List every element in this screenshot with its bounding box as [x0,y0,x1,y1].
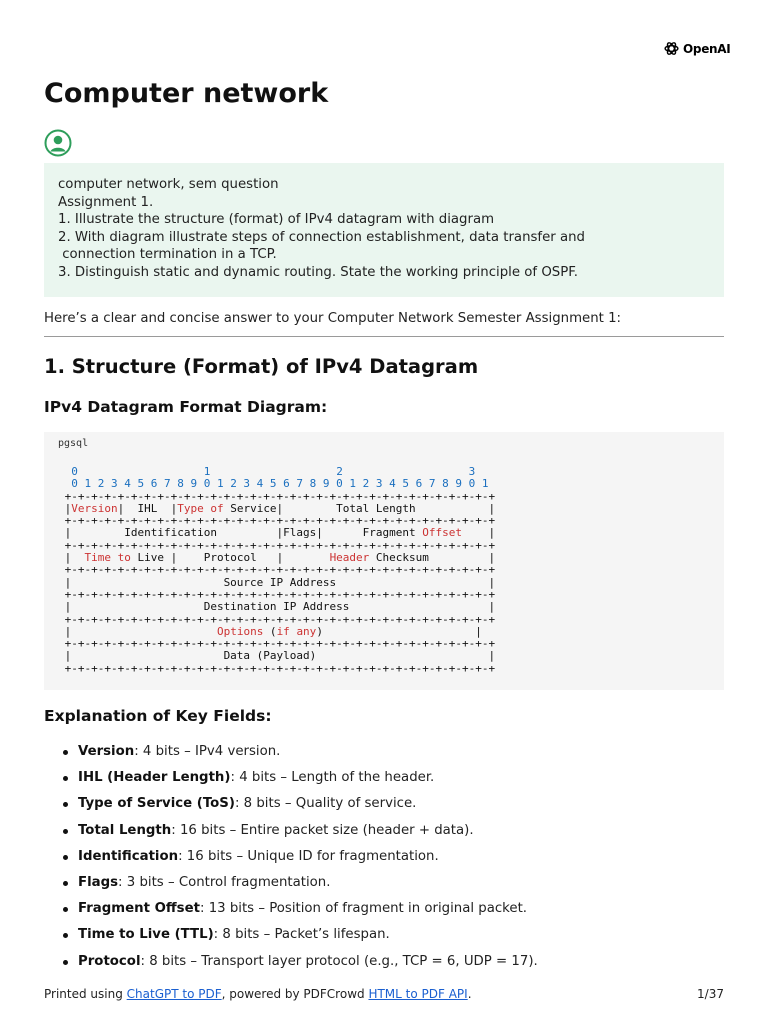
field-description: : 8 bits – Packet’s lifespan. [213,927,390,943]
diagram-segment: +-+-+-+-+-+-+-+-+-+-+-+-+-+-+-+-+-+-+-+-+-+-+-+-+-+-+-+-+-+-+-+-+ [58,587,496,601]
diagram-segment: Live | Protocol | [130,551,330,565]
chatgpt-to-pdf-link[interactable]: ChatGPT to PDF [126,987,222,1001]
footer [44,986,724,1002]
diagram-segment [111,551,118,564]
diagram-segment: | [58,624,217,638]
diagram-segment: | [58,501,72,515]
answer-intro: Here’s a clear and concise answer to your Computer Network Semester Assignment 1: [44,311,622,326]
footer-prefix: Printed using [44,987,127,1001]
diagram-segment: any [296,624,317,638]
list-item [60,922,720,948]
list-item [60,765,720,791]
list-item [60,791,720,817]
diagram-segment: | IHL | [117,501,178,515]
prompt-line: connection termination in a TCP. [58,247,277,263]
field-description: : 16 bits – Unique ID for fragmentation. [178,848,439,864]
field-description: : 16 bits – Entire packet size (header + data). [171,822,474,838]
diagram-segment: 2 [336,465,343,478]
diagram-segment: Service| Total Length | [223,501,496,515]
diagram-segment: | Data (Payload) | [58,649,496,663]
field-name: Identification [78,848,179,864]
field-name: Version [78,744,135,759]
diagram-segment: Version [71,501,118,515]
page-number: 1/37 [697,987,724,1001]
diagram-segment: 3 [468,465,476,478]
diagram-segment: | [462,526,496,540]
divider [44,336,724,337]
field-description: : 8 bits – Transport layer protocol (e.g., TCP = 6, UDP = 17). [140,953,538,969]
diagram-segment [210,465,336,478]
list-item [60,896,720,922]
prompt-line: Assignment 1. [58,194,154,210]
diagram-segment: Type of [177,501,224,515]
footer-suffix: . [467,987,472,1001]
prompt-line: computer network, sem question [58,177,279,192]
brand-name: OpenAI [683,41,731,56]
diagram-segment: if [276,624,290,638]
code-block [44,432,724,690]
field-description: : 4 bits – Length of the header. [230,770,435,786]
list-item [60,818,720,844]
code-language-label: pgsql [58,438,89,449]
explanation-heading: Explanation of Key Fields: [44,707,272,725]
field-description: : 3 bits – Control fragmentation. [118,874,331,890]
section-heading: 1. Structure (Format) of IPv4 Datagram [44,355,479,378]
diagram-segment: ( [263,624,277,638]
field-description: : 13 bits – Position of fragment in original packet. [199,901,528,917]
openai-logo [663,40,730,57]
field-name: IHL (Header Length) [78,770,231,786]
openai-logo-icon [663,40,680,57]
diagram-segment: to [117,551,131,565]
diagram-segment: +-+-+-+-+-+-+-+-+-+-+-+-+-+-+-+-+-+-+-+-+-+-+-+-+-+-+-+-+-+-+-+-+ [58,637,496,651]
diagram-segment: Offset [422,526,462,540]
diagram-segment: +-+-+-+-+-+-+-+-+-+-+-+-+-+-+-+-+-+-+-+-+-+-+-+-+-+-+-+-+-+-+-+-+ [58,612,496,626]
diagram-segment [343,465,469,478]
diagram-segment: Time [84,551,111,565]
field-name: Time to Live (TTL) [78,927,214,943]
field-name: Type of Service (ToS) [78,796,235,812]
diagram-segment [58,477,71,490]
diagram-segment: | Destination IP Address | [58,600,496,614]
diagram-segment: 0 [71,465,78,478]
diagram-heading: IPv4 Datagram Format Diagram: [44,398,328,416]
diagram-segment: +-+-+-+-+-+-+-+-+-+-+-+-+-+-+-+-+-+-+-+-+-+-+-+-+-+-+-+-+-+-+-+-+ [58,563,496,577]
diagram-segment: Header [329,551,370,565]
diagram-segment: +-+-+-+-+-+-+-+-+-+-+-+-+-+-+-+-+-+-+-+-+-+-+-+-+-+-+-+-+-+-+-+-+ [58,661,496,675]
list-item [60,844,720,870]
footer-middle: , powered by PDFCrowd [221,987,369,1001]
prompt-line: 2. With diagram illustrate steps of connection establishment, data transfer and [58,229,585,245]
diagram-segment: +-+-+-+-+-+-+-+-+-+-+-+-+-+-+-+-+-+-+-+-+-+-+-+-+-+-+-+-+-+-+-+-+ [58,489,496,503]
diagram-segment: ) | [316,624,482,638]
diagram-segment [58,465,71,478]
page-title: Computer network [44,78,329,109]
field-description: : 4 bits – IPv4 version. [134,744,281,759]
list-item [60,949,720,975]
diagram-segment: +-+-+-+-+-+-+-+-+-+-+-+-+-+-+-+-+-+-+-+-+-+-+-+-+-+-+-+-+-+-+-+-+ [58,514,496,528]
field-list [60,739,720,975]
diagram-segment: | Identification |Flags| Fragment [58,526,423,540]
diagram-segment: Checksum | [369,551,496,565]
diagram-segment: +-+-+-+-+-+-+-+-+-+-+-+-+-+-+-+-+-+-+-+-+-+-+-+-+-+-+-+-+-+-+-+-+ [58,538,496,552]
diagram-segment: 0 1 2 3 4 5 6 7 8 9 0 1 2 3 4 5 6 7 8 9 0 1 2 3 4 5 6 7 8 9 0 1 [71,477,489,491]
diagram-segment: Options [216,624,264,638]
field-name: Flags [78,874,119,890]
html-to-pdf-api-link[interactable]: HTML to PDF API [368,987,468,1001]
diagram-segment [78,465,204,478]
diagram-segment: 1 [203,465,211,478]
prompt-line: 3. Distinguish static and dynamic routing. State the working principle of OSPF. [58,264,578,280]
user-prompt-box [44,163,724,297]
field-name: Fragment Offset [78,901,200,917]
diagram-segment: | Source IP Address | [58,575,496,589]
prompt-line: 1. Illustrate the structure (format) of IPv4 datagram with diagram [58,212,495,228]
diagram-segment: | [58,551,85,565]
list-item [60,739,720,765]
field-description: : 8 bits – Quality of service. [234,796,417,812]
list-item [60,870,720,896]
ipv4-diagram [58,466,710,675]
field-name: Total Length [78,822,172,838]
field-name: Protocol [78,953,141,969]
user-avatar-icon [44,129,72,157]
